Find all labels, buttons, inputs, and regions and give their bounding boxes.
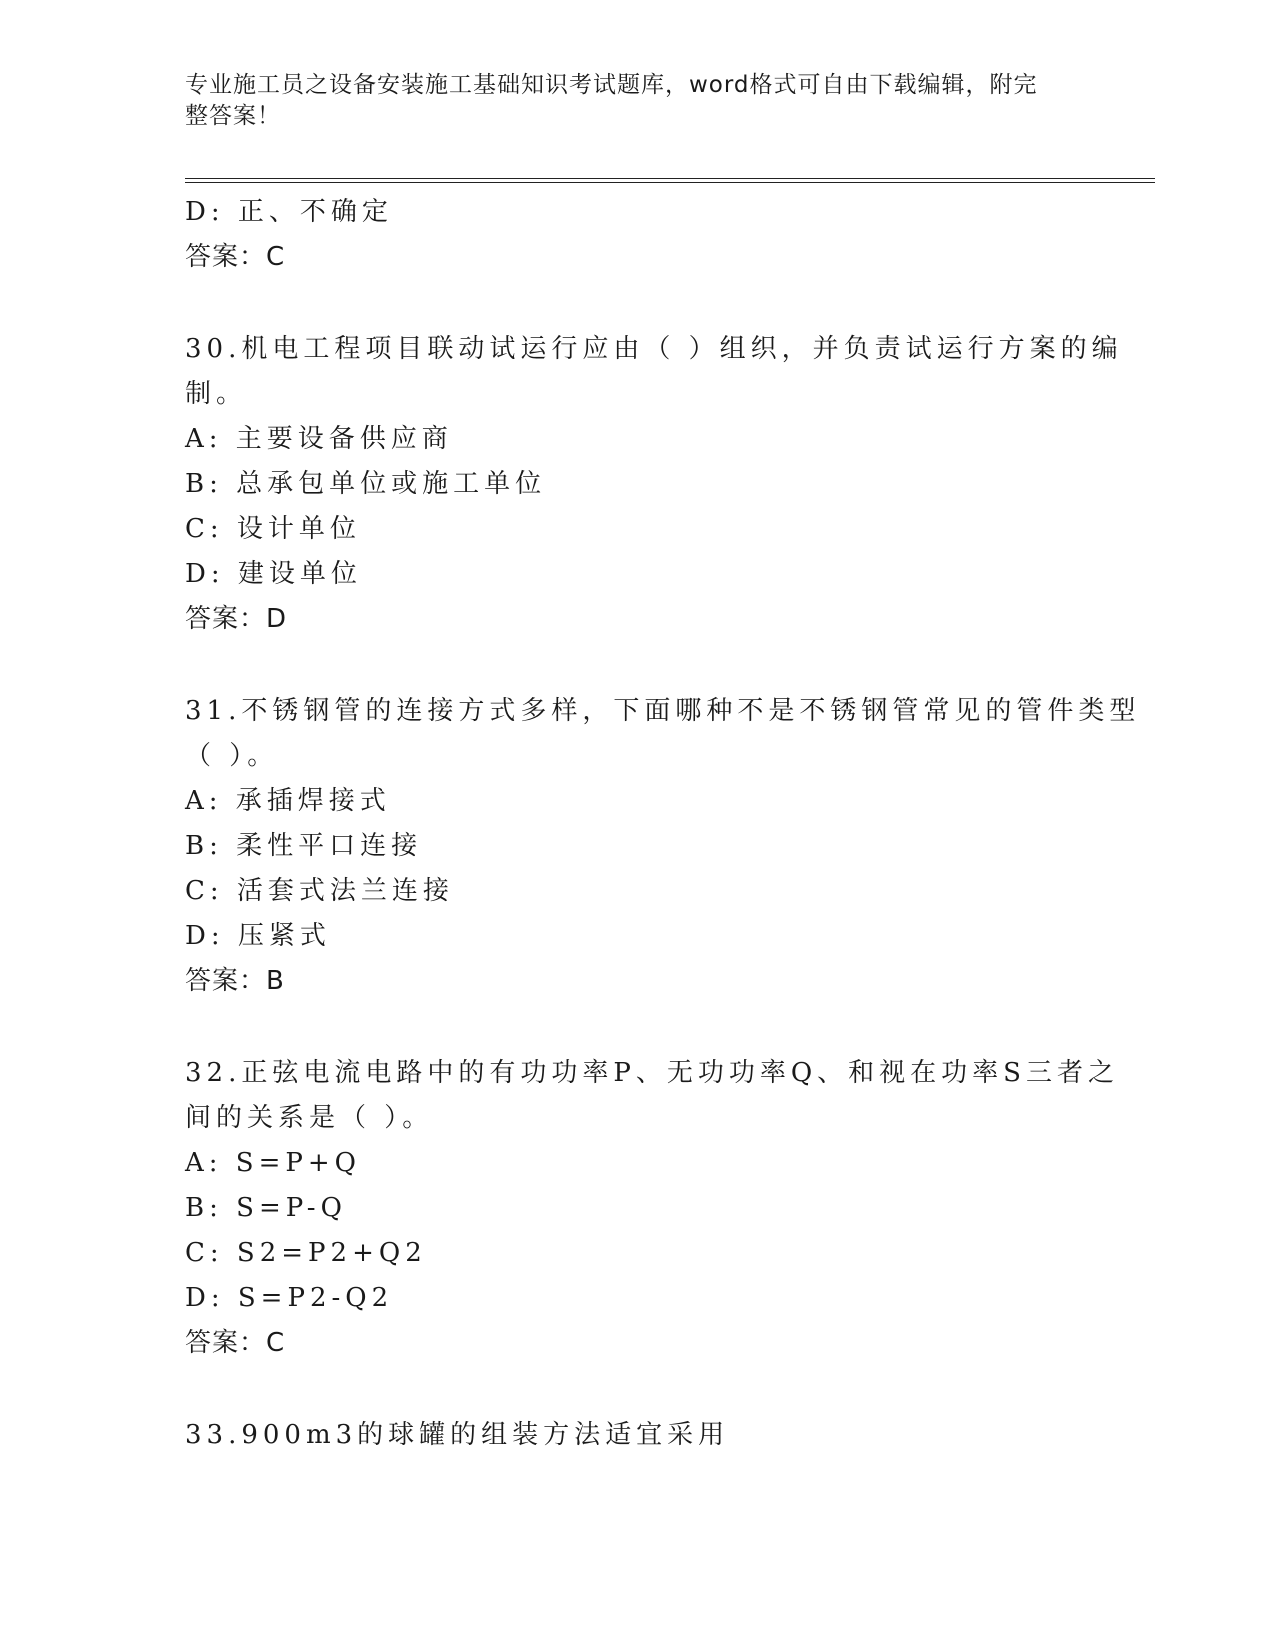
option-d: D: 建设单位: [185, 559, 362, 589]
answer: 答案：D: [185, 604, 288, 634]
option-b: B: 柔性平口连接: [185, 831, 423, 861]
option-d: D: 正、不确定: [185, 197, 393, 227]
option-b: B: S=P-Q: [185, 1193, 347, 1223]
question-33: [185, 1413, 1085, 1458]
question-list: [185, 190, 1141, 1458]
answer: 答案：C: [185, 242, 286, 272]
answer: 答案：B: [185, 966, 285, 996]
question-stem-line-1: 30.机电工程项目联动试运行应由（ ）组织，并负责试运行方案的编: [185, 334, 1123, 364]
header-line-2: 整答案！: [185, 103, 281, 129]
question-32: [185, 1051, 1119, 1366]
header-divider: [185, 178, 1155, 183]
question-stem-line-2: （ ）。: [185, 741, 279, 771]
option-c: C: 设计单位: [185, 514, 361, 544]
header-line-1: 专业施工员之设备安装施工基础知识考试题库，word格式可自由下载编辑，附完: [185, 72, 1038, 98]
question-stem-line-2: 间的关系是（ ）。: [185, 1103, 434, 1133]
answer: 答案：C: [185, 1328, 286, 1358]
question-stem-line-1: 31.不锈钢管的连接方式多样，下面哪种不是不锈钢管常见的管件类型: [185, 696, 1141, 726]
question-stem-line-2: 制。: [185, 379, 248, 409]
question-30: [185, 327, 1123, 642]
question-29-tail: [185, 190, 1085, 280]
option-a: A: S=P+Q: [185, 1148, 361, 1178]
option-d: D: S=P2-Q2: [185, 1283, 394, 1313]
question-stem-line-1: 32.正弦电流电路中的有功功率P、无功功率Q、和视在功率S三者之: [185, 1058, 1119, 1088]
option-c: C: S2=P2+Q2: [185, 1238, 427, 1268]
option-a: A: 承插焊接式: [185, 786, 391, 816]
option-b: B: 总承包单位或施工单位: [185, 469, 547, 499]
option-d: D: 压紧式: [185, 921, 331, 951]
option-a: A: 主要设备供应商: [185, 424, 453, 454]
option-c: C: 活套式法兰连接: [185, 876, 454, 906]
question-31: [185, 689, 1141, 1004]
document-header: [185, 70, 1155, 132]
question-stem-line-1: 33.900m3的球罐的组装方法适宜采用: [185, 1420, 730, 1450]
